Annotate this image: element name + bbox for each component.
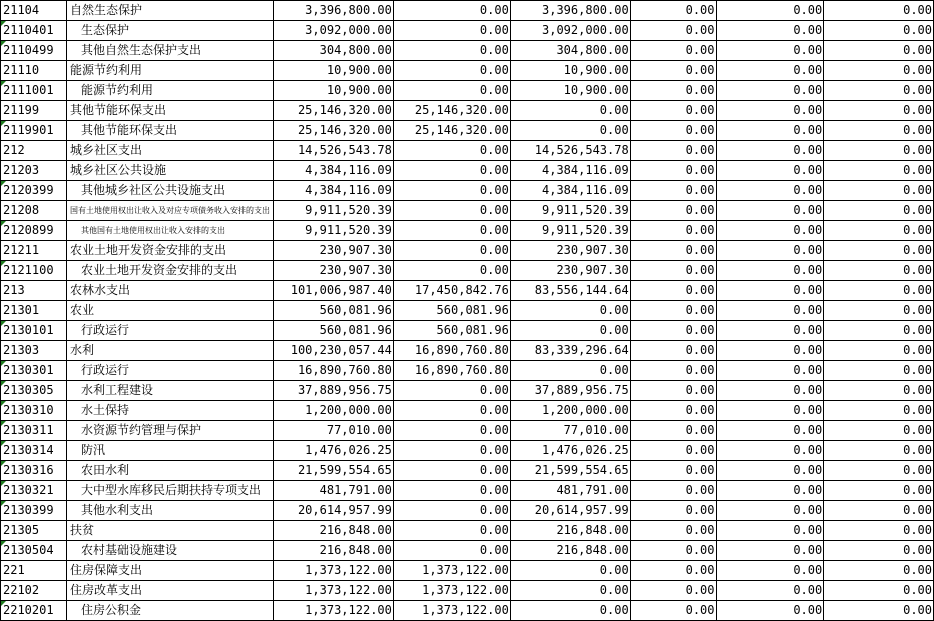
cell-amount-c6[interactable]: 0.00 (824, 1, 934, 21)
cell-code[interactable]: 2119901 (1, 121, 67, 141)
cell-code[interactable]: 2120899 (1, 221, 67, 241)
cell-code[interactable]: 21208 (1, 201, 67, 221)
table-row (1, 281, 934, 301)
cell-amount-c4[interactable]: 0.00 (630, 1, 716, 21)
cell-amount-c1[interactable]: 4,384,116.09 (273, 161, 393, 181)
cell-amount-c6[interactable]: 0.00 (824, 381, 934, 401)
table-row (1, 481, 934, 501)
cell-amount-c1[interactable]: 9,911,520.39 (273, 221, 393, 241)
cell-amount-c2[interactable]: 0.00 (393, 221, 510, 241)
cell-amount-c5[interactable]: 0.00 (716, 541, 824, 561)
cell-amount-c1[interactable]: 20,614,957.99 (273, 501, 393, 521)
cell-amount-c6[interactable]: 0.00 (824, 421, 934, 441)
cell-name[interactable]: 水土保持 (66, 401, 273, 421)
cell-amount-c1[interactable]: 77,010.00 (273, 421, 393, 441)
cell-amount-c2[interactable]: 1,373,122.00 (393, 561, 510, 581)
cell-amount-c3[interactable]: 216,848.00 (510, 521, 630, 541)
table-row (1, 401, 934, 421)
cell-amount-c3[interactable]: 20,614,957.99 (510, 501, 630, 521)
cell-amount-c6[interactable]: 0.00 (824, 581, 934, 601)
cell-amount-c6[interactable]: 0.00 (824, 181, 934, 201)
cell-amount-c5[interactable]: 0.00 (716, 361, 824, 381)
cell-amount-c4[interactable]: 0.00 (630, 161, 716, 181)
cell-amount-c1[interactable]: 1,373,122.00 (273, 581, 393, 601)
cell-amount-c5[interactable]: 0.00 (716, 241, 824, 261)
cell-amount-c5[interactable]: 0.00 (716, 441, 824, 461)
table-row (1, 361, 934, 381)
cell-amount-c3[interactable]: 0.00 (510, 581, 630, 601)
cell-amount-c1[interactable]: 3,092,000.00 (273, 21, 393, 41)
cell-code[interactable]: 2130314 (1, 441, 67, 461)
table-row (1, 61, 934, 81)
cell-amount-c1[interactable]: 10,900.00 (273, 81, 393, 101)
cell-name[interactable]: 农林水支出 (66, 281, 273, 301)
cell-amount-c3[interactable]: 1,200,000.00 (510, 401, 630, 421)
cell-amount-c4[interactable]: 0.00 (630, 501, 716, 521)
cell-amount-c3[interactable]: 83,339,296.64 (510, 341, 630, 361)
cell-amount-c3[interactable]: 0.00 (510, 601, 630, 621)
cell-amount-c5[interactable]: 0.00 (716, 421, 824, 441)
table-row (1, 181, 934, 201)
cell-amount-c4[interactable]: 0.00 (630, 261, 716, 281)
cell-amount-c2[interactable]: 1,373,122.00 (393, 581, 510, 601)
cell-amount-c6[interactable]: 0.00 (824, 341, 934, 361)
cell-name[interactable]: 自然生态保护 (66, 1, 273, 21)
cell-amount-c6[interactable]: 0.00 (824, 161, 934, 181)
cell-amount-c4[interactable]: 0.00 (630, 321, 716, 341)
cell-code[interactable]: 2210201 (1, 601, 67, 621)
cell-amount-c4[interactable]: 0.00 (630, 441, 716, 461)
cell-amount-c3[interactable]: 481,791.00 (510, 481, 630, 501)
cell-amount-c1[interactable]: 481,791.00 (273, 481, 393, 501)
table-row (1, 561, 934, 581)
cell-amount-c2[interactable]: 560,081.96 (393, 321, 510, 341)
table-row (1, 221, 934, 241)
table-row (1, 121, 934, 141)
cell-amount-c2[interactable]: 0.00 (393, 261, 510, 281)
cell-amount-c3[interactable]: 0.00 (510, 101, 630, 121)
table-row (1, 441, 934, 461)
cell-amount-c5[interactable]: 0.00 (716, 81, 824, 101)
cell-name[interactable]: 其他国有土地使用权出让收入安排的支出 (66, 221, 273, 241)
cell-name[interactable]: 大中型水库移民后期扶持专项支出 (66, 481, 273, 501)
cell-amount-c5[interactable]: 0.00 (716, 601, 824, 621)
cell-amount-c2[interactable]: 0.00 (393, 201, 510, 221)
cell-amount-c3[interactable]: 0.00 (510, 121, 630, 141)
cell-amount-c3[interactable]: 1,476,026.25 (510, 441, 630, 461)
cell-amount-c4[interactable]: 0.00 (630, 561, 716, 581)
cell-code[interactable]: 21104 (1, 1, 67, 21)
cell-amount-c2[interactable]: 0.00 (393, 21, 510, 41)
cell-amount-c1[interactable]: 100,230,057.44 (273, 341, 393, 361)
table-row (1, 521, 934, 541)
cell-amount-c4[interactable]: 0.00 (630, 141, 716, 161)
cell-amount-c6[interactable]: 0.00 (824, 21, 934, 41)
cell-amount-c5[interactable]: 0.00 (716, 201, 824, 221)
cell-name[interactable]: 其他城乡社区公共设施支出 (66, 181, 273, 201)
table-row (1, 1, 934, 21)
cell-amount-c1[interactable]: 1,476,026.25 (273, 441, 393, 461)
cell-amount-c5[interactable]: 0.00 (716, 41, 824, 61)
cell-amount-c6[interactable]: 0.00 (824, 401, 934, 421)
cell-name[interactable]: 城乡社区公共设施 (66, 161, 273, 181)
cell-amount-c2[interactable]: 0.00 (393, 501, 510, 521)
cell-code[interactable]: 21303 (1, 341, 67, 361)
cell-amount-c5[interactable]: 0.00 (716, 481, 824, 501)
cell-amount-c2[interactable]: 17,450,842.76 (393, 281, 510, 301)
cell-amount-c1[interactable]: 14,526,543.78 (273, 141, 393, 161)
cell-amount-c1[interactable]: 25,146,320.00 (273, 101, 393, 121)
cell-amount-c3[interactable]: 3,092,000.00 (510, 21, 630, 41)
cell-code[interactable]: 21110 (1, 61, 67, 81)
cell-amount-c2[interactable]: 0.00 (393, 181, 510, 201)
cell-code[interactable]: 2130301 (1, 361, 67, 381)
table-row (1, 261, 934, 281)
cell-amount-c1[interactable]: 560,081.96 (273, 301, 393, 321)
cell-amount-c5[interactable]: 0.00 (716, 381, 824, 401)
cell-amount-c1[interactable]: 304,800.00 (273, 41, 393, 61)
cell-name[interactable]: 其他水利支出 (66, 501, 273, 521)
cell-amount-c1[interactable]: 10,900.00 (273, 61, 393, 81)
cell-amount-c5[interactable]: 0.00 (716, 341, 824, 361)
cell-amount-c6[interactable]: 0.00 (824, 301, 934, 321)
cell-amount-c2[interactable]: 0.00 (393, 381, 510, 401)
cell-amount-c1[interactable]: 16,890,760.80 (273, 361, 393, 381)
cell-amount-c5[interactable]: 0.00 (716, 321, 824, 341)
cell-code[interactable]: 2130310 (1, 401, 67, 421)
cell-amount-c6[interactable]: 0.00 (824, 481, 934, 501)
cell-amount-c6[interactable]: 0.00 (824, 521, 934, 541)
cell-amount-c4[interactable]: 0.00 (630, 81, 716, 101)
table-row (1, 81, 934, 101)
cell-code[interactable]: 2130311 (1, 421, 67, 441)
cell-code[interactable]: 2120399 (1, 181, 67, 201)
cell-code[interactable]: 2130321 (1, 481, 67, 501)
cell-amount-c6[interactable]: 0.00 (824, 141, 934, 161)
cell-amount-c4[interactable]: 0.00 (630, 581, 716, 601)
cell-amount-c6[interactable]: 0.00 (824, 101, 934, 121)
cell-amount-c3[interactable]: 9,911,520.39 (510, 221, 630, 241)
cell-amount-c3[interactable]: 0.00 (510, 361, 630, 381)
cell-name[interactable]: 农业土地开发资金安排的支出 (66, 261, 273, 281)
cell-amount-c2[interactable]: 0.00 (393, 81, 510, 101)
cell-amount-c6[interactable]: 0.00 (824, 541, 934, 561)
cell-amount-c5[interactable]: 0.00 (716, 281, 824, 301)
cell-amount-c1[interactable]: 1,200,000.00 (273, 401, 393, 421)
cell-amount-c5[interactable]: 0.00 (716, 21, 824, 41)
cell-name[interactable]: 防汛 (66, 441, 273, 461)
cell-amount-c2[interactable]: 0.00 (393, 461, 510, 481)
cell-amount-c3[interactable]: 21,599,554.65 (510, 461, 630, 481)
cell-amount-c4[interactable]: 0.00 (630, 421, 716, 441)
cell-amount-c6[interactable]: 0.00 (824, 61, 934, 81)
cell-code[interactable]: 21203 (1, 161, 67, 181)
cell-code[interactable]: 2130399 (1, 501, 67, 521)
table-body (1, 1, 934, 621)
cell-amount-c6[interactable]: 0.00 (824, 561, 934, 581)
cell-amount-c5[interactable]: 0.00 (716, 141, 824, 161)
cell-name[interactable]: 能源节约利用 (66, 61, 273, 81)
cell-name[interactable]: 水资源节约管理与保护 (66, 421, 273, 441)
cell-amount-c1[interactable]: 25,146,320.00 (273, 121, 393, 141)
cell-amount-c6[interactable]: 0.00 (824, 281, 934, 301)
cell-amount-c4[interactable]: 0.00 (630, 341, 716, 361)
cell-amount-c3[interactable]: 0.00 (510, 301, 630, 321)
cell-code[interactable]: 2121100 (1, 261, 67, 281)
cell-amount-c3[interactable]: 14,526,543.78 (510, 141, 630, 161)
cell-name[interactable]: 其他自然生态保护支出 (66, 41, 273, 61)
cell-amount-c2[interactable]: 0.00 (393, 161, 510, 181)
table-row (1, 581, 934, 601)
cell-amount-c1[interactable]: 230,907.30 (273, 241, 393, 261)
cell-amount-c3[interactable]: 0.00 (510, 321, 630, 341)
cell-amount-c1[interactable]: 230,907.30 (273, 261, 393, 281)
cell-amount-c5[interactable]: 0.00 (716, 261, 824, 281)
table-row (1, 161, 934, 181)
cell-amount-c3[interactable]: 9,911,520.39 (510, 201, 630, 221)
cell-amount-c6[interactable]: 0.00 (824, 241, 934, 261)
cell-amount-c3[interactable]: 230,907.30 (510, 261, 630, 281)
cell-code[interactable]: 21199 (1, 101, 67, 121)
cell-name[interactable]: 国有土地使用权出让收入及对应专项债务收入安排的支出 (66, 201, 273, 221)
cell-code[interactable]: 2111001 (1, 81, 67, 101)
cell-amount-c6[interactable]: 0.00 (824, 441, 934, 461)
cell-amount-c4[interactable]: 0.00 (630, 61, 716, 81)
cell-code[interactable]: 213 (1, 281, 67, 301)
cell-code[interactable]: 221 (1, 561, 67, 581)
cell-amount-c5[interactable]: 0.00 (716, 501, 824, 521)
cell-name[interactable]: 城乡社区支出 (66, 141, 273, 161)
cell-amount-c3[interactable]: 83,556,144.64 (510, 281, 630, 301)
cell-amount-c1[interactable]: 37,889,956.75 (273, 381, 393, 401)
table-row (1, 381, 934, 401)
cell-code[interactable]: 2130101 (1, 321, 67, 341)
cell-amount-c4[interactable]: 0.00 (630, 101, 716, 121)
cell-amount-c1[interactable]: 560,081.96 (273, 321, 393, 341)
cell-amount-c3[interactable]: 77,010.00 (510, 421, 630, 441)
cell-name[interactable]: 住房改革支出 (66, 581, 273, 601)
cell-name[interactable]: 住房公积金 (66, 601, 273, 621)
cell-amount-c1[interactable]: 1,373,122.00 (273, 601, 393, 621)
cell-amount-c6[interactable]: 0.00 (824, 261, 934, 281)
cell-amount-c5[interactable]: 0.00 (716, 121, 824, 141)
cell-amount-c4[interactable]: 0.00 (630, 601, 716, 621)
cell-amount-c2[interactable]: 0.00 (393, 541, 510, 561)
cell-name[interactable]: 农业 (66, 301, 273, 321)
cell-name[interactable]: 农田水利 (66, 461, 273, 481)
cell-amount-c4[interactable]: 0.00 (630, 241, 716, 261)
cell-amount-c4[interactable]: 0.00 (630, 41, 716, 61)
cell-amount-c3[interactable]: 37,889,956.75 (510, 381, 630, 401)
cell-amount-c6[interactable]: 0.00 (824, 361, 934, 381)
cell-amount-c4[interactable]: 0.00 (630, 381, 716, 401)
cell-amount-c4[interactable]: 0.00 (630, 201, 716, 221)
cell-amount-c5[interactable]: 0.00 (716, 461, 824, 481)
cell-amount-c3[interactable]: 230,907.30 (510, 241, 630, 261)
cell-amount-c5[interactable]: 0.00 (716, 301, 824, 321)
cell-code[interactable]: 21211 (1, 241, 67, 261)
cell-amount-c5[interactable]: 0.00 (716, 561, 824, 581)
cell-amount-c3[interactable]: 3,396,800.00 (510, 1, 630, 21)
cell-amount-c5[interactable]: 0.00 (716, 581, 824, 601)
cell-amount-c1[interactable]: 1,373,122.00 (273, 561, 393, 581)
cell-amount-c2[interactable]: 1,373,122.00 (393, 601, 510, 621)
cell-amount-c2[interactable]: 0.00 (393, 141, 510, 161)
cell-amount-c5[interactable]: 0.00 (716, 181, 824, 201)
cell-amount-c2[interactable]: 0.00 (393, 481, 510, 501)
table-row (1, 501, 934, 521)
cell-amount-c4[interactable]: 0.00 (630, 541, 716, 561)
cell-amount-c6[interactable]: 0.00 (824, 221, 934, 241)
cell-code[interactable]: 2130305 (1, 381, 67, 401)
cell-name[interactable]: 其他节能环保支出 (66, 101, 273, 121)
cell-name[interactable]: 行政运行 (66, 361, 273, 381)
cell-amount-c3[interactable]: 4,384,116.09 (510, 181, 630, 201)
cell-code[interactable]: 21305 (1, 521, 67, 541)
cell-name[interactable]: 能源节约利用 (66, 81, 273, 101)
cell-name[interactable]: 住房保障支出 (66, 561, 273, 581)
table-row (1, 21, 934, 41)
cell-amount-c2[interactable]: 0.00 (393, 521, 510, 541)
cell-name[interactable]: 水利工程建设 (66, 381, 273, 401)
cell-amount-c4[interactable]: 0.00 (630, 121, 716, 141)
cell-amount-c1[interactable]: 101,006,987.40 (273, 281, 393, 301)
cell-name[interactable]: 农业土地开发资金安排的支出 (66, 241, 273, 261)
cell-amount-c6[interactable]: 0.00 (824, 501, 934, 521)
cell-amount-c2[interactable]: 25,146,320.00 (393, 121, 510, 141)
cell-amount-c2[interactable]: 0.00 (393, 61, 510, 81)
cell-amount-c4[interactable]: 0.00 (630, 221, 716, 241)
cell-name[interactable]: 生态保护 (66, 21, 273, 41)
cell-amount-c2[interactable]: 25,146,320.00 (393, 101, 510, 121)
cell-amount-c1[interactable]: 216,848.00 (273, 541, 393, 561)
cell-name[interactable]: 水利 (66, 341, 273, 361)
cell-amount-c6[interactable]: 0.00 (824, 201, 934, 221)
table-row (1, 301, 934, 321)
cell-amount-c6[interactable]: 0.00 (824, 601, 934, 621)
cell-amount-c1[interactable]: 216,848.00 (273, 521, 393, 541)
cell-amount-c5[interactable]: 0.00 (716, 161, 824, 181)
table-row (1, 321, 934, 341)
cell-name[interactable]: 扶贫 (66, 521, 273, 541)
cell-amount-c4[interactable]: 0.00 (630, 461, 716, 481)
table-row (1, 41, 934, 61)
table-row (1, 201, 934, 221)
cell-amount-c3[interactable]: 10,900.00 (510, 81, 630, 101)
cell-amount-c4[interactable]: 0.00 (630, 181, 716, 201)
table-row (1, 341, 934, 361)
cell-amount-c6[interactable]: 0.00 (824, 121, 934, 141)
cell-amount-c1[interactable]: 4,384,116.09 (273, 181, 393, 201)
cell-amount-c4[interactable]: 0.00 (630, 361, 716, 381)
cell-amount-c5[interactable]: 0.00 (716, 401, 824, 421)
cell-amount-c3[interactable]: 10,900.00 (510, 61, 630, 81)
cell-code[interactable]: 22102 (1, 581, 67, 601)
cell-amount-c5[interactable]: 0.00 (716, 1, 824, 21)
cell-amount-c4[interactable]: 0.00 (630, 481, 716, 501)
cell-amount-c5[interactable]: 0.00 (716, 61, 824, 81)
cell-amount-c3[interactable]: 4,384,116.09 (510, 161, 630, 181)
table-row (1, 141, 934, 161)
cell-amount-c6[interactable]: 0.00 (824, 321, 934, 341)
cell-code[interactable]: 212 (1, 141, 67, 161)
cell-code[interactable]: 2110401 (1, 21, 67, 41)
cell-amount-c3[interactable]: 216,848.00 (510, 541, 630, 561)
cell-name[interactable]: 其他节能环保支出 (66, 121, 273, 141)
cell-amount-c3[interactable]: 304,800.00 (510, 41, 630, 61)
cell-amount-c4[interactable]: 0.00 (630, 401, 716, 421)
cell-amount-c2[interactable]: 560,081.96 (393, 301, 510, 321)
cell-amount-c4[interactable]: 0.00 (630, 281, 716, 301)
cell-amount-c1[interactable]: 9,911,520.39 (273, 201, 393, 221)
cell-amount-c2[interactable]: 0.00 (393, 401, 510, 421)
cell-amount-c2[interactable]: 0.00 (393, 241, 510, 261)
cell-amount-c5[interactable]: 0.00 (716, 521, 824, 541)
cell-code[interactable]: 21301 (1, 301, 67, 321)
cell-amount-c2[interactable]: 0.00 (393, 441, 510, 461)
cell-amount-c4[interactable]: 0.00 (630, 21, 716, 41)
cell-amount-c1[interactable]: 21,599,554.65 (273, 461, 393, 481)
table-row (1, 101, 934, 121)
cell-name[interactable]: 行政运行 (66, 321, 273, 341)
cell-amount-c2[interactable]: 16,890,760.80 (393, 361, 510, 381)
cell-amount-c6[interactable]: 0.00 (824, 461, 934, 481)
cell-amount-c5[interactable]: 0.00 (716, 101, 824, 121)
cell-amount-c4[interactable]: 0.00 (630, 301, 716, 321)
cell-code[interactable]: 2130316 (1, 461, 67, 481)
cell-amount-c1[interactable]: 3,396,800.00 (273, 1, 393, 21)
cell-amount-c6[interactable]: 0.00 (824, 41, 934, 61)
table-row (1, 421, 934, 441)
cell-amount-c6[interactable]: 0.00 (824, 81, 934, 101)
table-row (1, 461, 934, 481)
cell-code[interactable]: 2110499 (1, 41, 67, 61)
cell-amount-c2[interactable]: 0.00 (393, 421, 510, 441)
cell-amount-c2[interactable]: 0.00 (393, 41, 510, 61)
cell-amount-c2[interactable]: 0.00 (393, 1, 510, 21)
cell-amount-c4[interactable]: 0.00 (630, 521, 716, 541)
cell-name[interactable]: 农村基础设施建设 (66, 541, 273, 561)
cell-amount-c3[interactable]: 0.00 (510, 561, 630, 581)
table-row (1, 241, 934, 261)
cell-code[interactable]: 2130504 (1, 541, 67, 561)
cell-amount-c2[interactable]: 16,890,760.80 (393, 341, 510, 361)
cell-amount-c5[interactable]: 0.00 (716, 221, 824, 241)
table-row (1, 541, 934, 561)
table-row (1, 601, 934, 621)
